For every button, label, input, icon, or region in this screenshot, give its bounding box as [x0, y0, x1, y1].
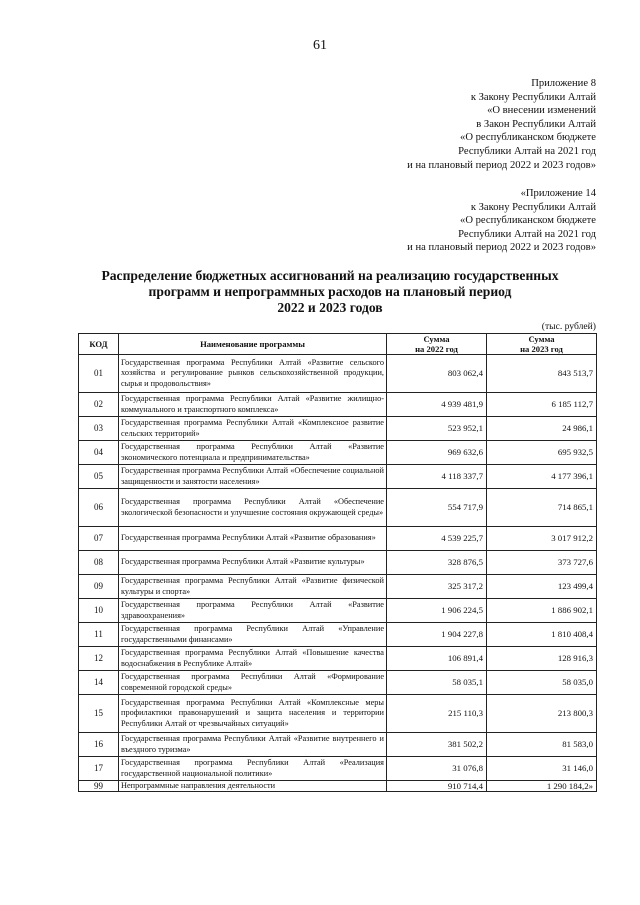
cell-code: 07 — [79, 527, 119, 551]
cell-sum-2022: 215 110,3 — [387, 695, 487, 733]
cell-program-name: Государственная программа Республики Алтай «Развитие экономического потенциала и предпринимательства» — [119, 441, 387, 465]
cell-code: 02 — [79, 393, 119, 417]
table-row — [79, 465, 597, 489]
cell-program-name: Государственная программа Республики Алтай «Комплексное развитие сельских территорий» — [119, 417, 387, 441]
header-sum-2023: Сумма на 2023 год — [487, 334, 597, 355]
title-line: 2022 и 2023 годов — [277, 300, 383, 315]
cell-sum-2023: 24 986,1 — [487, 417, 597, 441]
table-header-row — [79, 334, 597, 355]
cell-sum-2023: 81 583,0 — [487, 733, 597, 757]
cell-sum-2022: 328 876,5 — [387, 551, 487, 575]
title-line: программ и непрограммных расходов на плановый период — [148, 284, 512, 299]
cell-sum-2022: 325 317,2 — [387, 575, 487, 599]
page-number: 61 — [313, 38, 327, 53]
cell-sum-2022: 803 062,4 — [387, 355, 487, 393]
cell-code: 14 — [79, 671, 119, 695]
header-name: Наименование программы — [119, 334, 387, 355]
cell-code: 16 — [79, 733, 119, 757]
table-row — [79, 781, 597, 792]
cell-sum-2023: 1 810 408,4 — [487, 623, 597, 647]
units-note: (тыс. рублей) — [541, 321, 596, 332]
cell-sum-2022: 4 939 481,9 — [387, 393, 487, 417]
cell-sum-2022: 4 118 337,7 — [387, 465, 487, 489]
cell-sum-2023: 31 146,0 — [487, 757, 597, 781]
table-row — [79, 489, 597, 527]
budget-table — [78, 333, 597, 792]
header-code: КОД — [79, 334, 119, 355]
table-row — [79, 441, 597, 465]
cell-sum-2022: 4 539 225,7 — [387, 527, 487, 551]
cell-code: 99 — [79, 781, 119, 792]
cell-program-name: Государственная программа Республики Алтай «Развитие сельского хозяйства и регулирование рынков сельскохозяйственной продукции, сырья и продовольствия» — [119, 355, 387, 393]
cell-code: 17 — [79, 757, 119, 781]
cell-sum-2023: 373 727,6 — [487, 551, 597, 575]
table-row — [79, 599, 597, 623]
cell-sum-2023: 213 800,3 — [487, 695, 597, 733]
annex-sub-line: к Закону Республики Алтай — [470, 201, 596, 213]
cell-code: 09 — [79, 575, 119, 599]
header-sum-2022: Сумма на 2022 год — [387, 334, 487, 355]
cell-sum-2022: 31 076,8 — [387, 757, 487, 781]
annex-sub-line: «О республиканском бюджете — [460, 215, 596, 227]
cell-sum-2022: 969 632,6 — [387, 441, 487, 465]
cell-sum-2022: 554 717,9 — [387, 489, 487, 527]
annex-header-line: и на плановый период 2022 и 2023 годов» — [407, 159, 596, 171]
cell-code: 11 — [79, 623, 119, 647]
cell-code: 03 — [79, 417, 119, 441]
cell-program-name: Государственная программа Республики Алтай «Обеспечение социальной защищенности и занятости населения» — [119, 465, 387, 489]
cell-sum-2023: 6 185 112,7 — [487, 393, 597, 417]
cell-program-name: Государственная программа Республики Алтай «Комплексные меры профилактики правонарушений и защита населения и территории Республики Алтай от чрезвычайных ситуаций» — [119, 695, 387, 733]
annex-sub-line: «Приложение 14 — [520, 188, 596, 199]
cell-program-name: Государственная программа Республики Алтай «Развитие здравоохранения» — [119, 599, 387, 623]
cell-code: 01 — [79, 355, 119, 393]
document-title — [60, 268, 600, 316]
cell-program-name: Государственная программа Республики Алтай «Реализация государственной национальной политики» — [119, 757, 387, 781]
cell-program-name: Государственная программа Республики Алтай «Управление государственными финансами» — [119, 623, 387, 647]
cell-sum-2023: 128 916,3 — [487, 647, 597, 671]
cell-program-name: Государственная программа Республики Алтай «Развитие внутреннего и въездного туризма» — [119, 733, 387, 757]
table-row — [79, 527, 597, 551]
annex-header — [266, 77, 596, 172]
cell-sum-2023: 1 290 184,2» — [487, 781, 597, 792]
table-row — [79, 417, 597, 441]
table-body — [79, 355, 597, 792]
cell-sum-2023: 843 513,7 — [487, 355, 597, 393]
table-row — [79, 647, 597, 671]
table-row — [79, 695, 597, 733]
cell-code: 12 — [79, 647, 119, 671]
table-row — [79, 733, 597, 757]
cell-program-name: Государственная программа Республики Алтай «Обеспечение экологической безопасности и улучшение состояния окружающей среды» — [119, 489, 387, 527]
cell-sum-2023: 695 932,5 — [487, 441, 597, 465]
cell-code: 05 — [79, 465, 119, 489]
cell-sum-2022: 58 035,1 — [387, 671, 487, 695]
cell-sum-2022: 1 904 227,8 — [387, 623, 487, 647]
cell-code: 06 — [79, 489, 119, 527]
annex-header-line: «О внесении изменений — [487, 105, 596, 117]
table-row — [79, 393, 597, 417]
cell-sum-2022: 106 891,4 — [387, 647, 487, 671]
cell-sum-2023: 714 865,1 — [487, 489, 597, 527]
cell-program-name: Государственная программа Республики Алтай «Развитие культуры» — [119, 551, 387, 575]
cell-sum-2022: 381 502,2 — [387, 733, 487, 757]
cell-code: 04 — [79, 441, 119, 465]
table-row — [79, 671, 597, 695]
cell-code: 08 — [79, 551, 119, 575]
cell-sum-2023: 4 177 396,1 — [487, 465, 597, 489]
table-row — [79, 355, 597, 393]
cell-sum-2023: 1 886 902,1 — [487, 599, 597, 623]
annex-sub-line: Республики Алтай на 2021 год — [458, 228, 596, 240]
cell-program-name: Государственная программа Республики Алтай «Формирование современной городской среды» — [119, 671, 387, 695]
cell-program-name: Государственная программа Республики Алтай «Развитие образования» — [119, 527, 387, 551]
cell-sum-2023: 58 035,0 — [487, 671, 597, 695]
cell-program-name: Государственная программа Республики Алтай «Развитие физической культуры и спорта» — [119, 575, 387, 599]
cell-sum-2023: 123 499,4 — [487, 575, 597, 599]
cell-code: 15 — [79, 695, 119, 733]
annex-sub-header — [266, 187, 596, 255]
cell-sum-2022: 1 906 224,5 — [387, 599, 487, 623]
annex-header-line: Приложение 8 — [531, 78, 596, 89]
annex-header-line: Республики Алтай на 2021 год — [458, 145, 596, 157]
table-row — [79, 551, 597, 575]
table-row — [79, 757, 597, 781]
annex-sub-line: и на плановый период 2022 и 2023 годов» — [407, 242, 596, 254]
cell-program-name: Государственная программа Республики Алтай «Развитие жилищно-коммунального и транспортного комплекса» — [119, 393, 387, 417]
cell-sum-2022: 523 952,1 — [387, 417, 487, 441]
cell-sum-2022: 910 714,4 — [387, 781, 487, 792]
annex-header-line: в Закон Республики Алтай — [476, 118, 596, 130]
annex-header-line: «О республиканском бюджете — [460, 132, 596, 144]
title-line: Распределение бюджетных ассигнований на реализацию государственных — [101, 268, 559, 283]
annex-header-line: к Закону Республики Алтай — [470, 91, 596, 103]
cell-sum-2023: 3 017 912,2 — [487, 527, 597, 551]
cell-program-name: Государственная программа Республики Алтай «Повышение качества водоснабжения в Республике Алтай» — [119, 647, 387, 671]
table-row — [79, 575, 597, 599]
cell-program-name: Непрограммные направления деятельности — [119, 781, 387, 792]
cell-code: 10 — [79, 599, 119, 623]
table-row — [79, 623, 597, 647]
